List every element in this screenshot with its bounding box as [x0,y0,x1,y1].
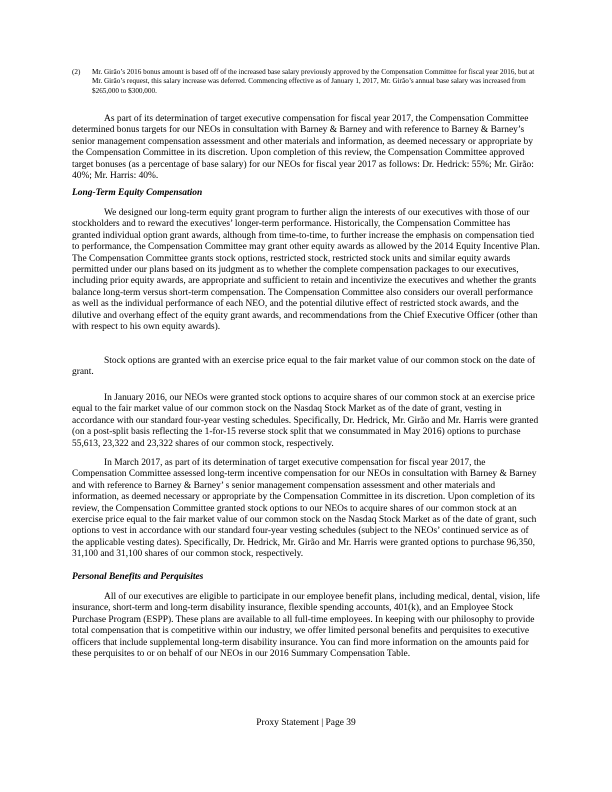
paragraph-march-2017: In March 2017, as part of its determination of target executive compensation for fiscal year 2017, the Compensation Committee assessed long-term incentive compensation for our NEOs in consultation with Barney & Barney and with reference to Barney & Barney’ s senior management compensation assessment and other materials and information, as deemed necessary or appropriate by the Compensation Committee in its discretion. Upon completion of its review, the Compensation Committee granted stock options to our NEOs to acquire shares of our common stock at an exercise price equal to the fair market value of our common stock on the Nasdaq Stock Market as of the date of grant, such options to vest in accordance with our standard four-year vesting schedules (subject to the NEOs’ continued service as of the applicable vesting dates). Specifically, Dr. Hedrick, Mr. Girão and Mr. Harris were granted options to purchase 96,350, 31,100 and 31,100 shares of our common stock, respectively. [72,458,537,560]
footnote-number: (2) [72,68,81,76]
page-footer: Proxy Statement | Page 39 [256,718,356,728]
paragraph-bonus-targets: As part of its determination of target executive compensation for fiscal year 2017, the Compensation Committee determined bonus targets for our NEOs in consultation with Barney & Barney and with reference to Barney & Barney’s senior management compensation assessment and other materials and information, as deemed necessary or appropriate by the Compensation Committee in its discretion. Upon completion of this review, the Compensation Committee approved target bonuses (as a percentage of base salary) for our NEOs for fiscal year 2017 as follows: Dr. Hedrick: 55%; Mr. Girão: 40%; Mr. Harris: 40%. [72,114,534,182]
paragraph-benefits: All of our executives are eligible to participate in our employee benefit plans, including medical, dental, vision, life insurance, short-term and long-term disability insurance, flexible spending accounts, 401(k), and an Employee Stock Purchase Program (ESPP). These plans are available to all full-time employees. In keeping with our philosophy to provide total compensation that is competitive within our industry, we offer limited personal benefits and perquisites to executive officers that include supplemental long-term disability insurance. You can find more information on the amounts paid for these perquisites to or on behalf of our NEOs in our 2016 Summary Compensation Table. [72,592,540,660]
footnote-text: Mr. Girão’s 2016 bonus amount is based off of the increased base salary previously approved by the Compensation Committee for fiscal year 2016, but at Mr. Girão’s request, this salary increase was deferred. Commencing effective as of January 1, 2017, Mr. Girão’s annual base salary was increased from $265,000 to $300,000. [92,68,535,95]
paragraph-equity-program: We designed our long-term equity grant program to further align the interests of our executives with those of our stockholders and to reward the executives’ longer-term performance. Historically, the Compensation Committee has granted individual option grant awards, although from time-to-time, to further increase the emphasis on compensation tied to performance, the Compensation Committee may grant other equity awards as allowed by the 2014 Equity Incentive Plan. The Compensation Committee grants stock options, restricted stock, restricted stock units and similar equity awards permitted under our plans based on its judgment as to whether the complete compensation packages to our executives, including prior equity awards, are appropriate and sufficient to retain and incentivize the executives and whether the grants balance long-term versus short-term compensation. The Compensation Committee also considers our overall performance as well as the individual performance of each NEO, and the potential dilutive effect of restricted stock awards, and the dilutive and overhang effect of the equity grant awards, and recommendations from the Chief Executive Officer (other than with respect to his own equity awards). [72,208,540,333]
paragraph-january-2016: In January 2016, our NEOs were granted stock options to acquire shares of our common stock at an exercise price equal to the fair market value of our common stock on the Nasdaq Stock Market as of the date of grant, vesting in accordance with our standard four-year vesting schedules. Specifically, Dr. Hedrick, Mr. Girão and Mr. Harris were granted (on a post-split basis reflecting the 1-for-15 reverse stock split that we consummated in May 2016) options to purchase 55,613, 23,322 and 23,322 shares of our common stock, respectively. [72,393,539,449]
heading-personal-benefits: Personal Benefits and Perquisites [72,572,204,582]
footnote [72,68,540,96]
heading-long-term-equity: Long-Term Equity Compensation [72,188,203,198]
paragraph-stock-options: Stock options are granted with an exercise price equal to the fair market value of our common stock on the date of grant. [72,356,536,378]
